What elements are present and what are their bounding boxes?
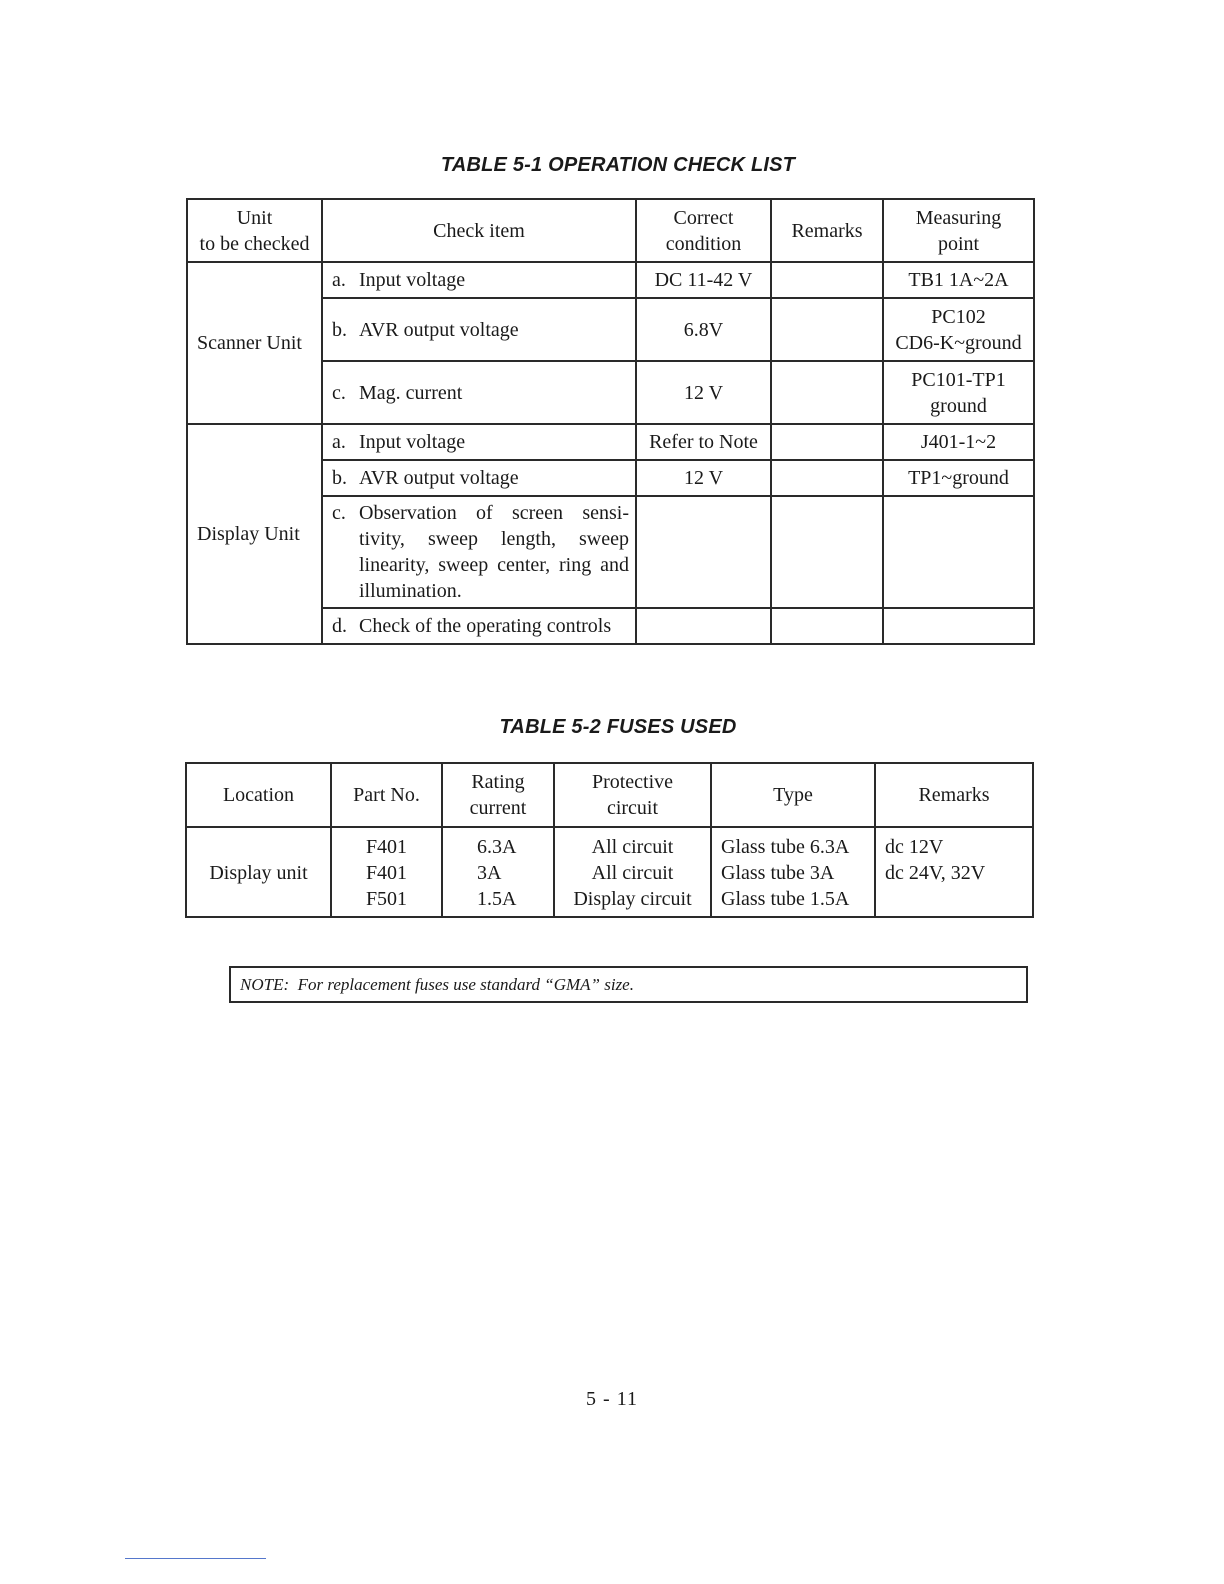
- check-item-cell: d. Check of the operating controls: [322, 608, 636, 644]
- header-unit: Unit to be checked: [187, 199, 322, 262]
- header-location: Location: [186, 763, 331, 827]
- remarks-cell: [771, 361, 883, 424]
- header-remarks: Remarks: [771, 199, 883, 262]
- measuring-cell: J401-1~2: [883, 424, 1034, 460]
- measuring-cell: PC101-TP1 ground: [883, 361, 1034, 424]
- check-item-cell: a. Input voltage: [322, 262, 636, 298]
- header-correct-condition: Correct condition: [636, 199, 771, 262]
- condition-cell: [636, 496, 771, 608]
- unit-cell-scanner: Scanner Unit: [187, 262, 322, 424]
- remarks-cell: [771, 608, 883, 644]
- header-type: Type: [711, 763, 875, 827]
- header-measuring-point: Measuring point: [883, 199, 1034, 262]
- operation-check-list-table: [186, 198, 1035, 645]
- table-row: [186, 827, 1033, 917]
- page-number: 5 - 11: [586, 1388, 638, 1410]
- header-check-item: Check item: [322, 199, 636, 262]
- header-remarks: Remarks: [875, 763, 1033, 827]
- note-prefix: NOTE:: [240, 975, 290, 994]
- remarks-cell: [771, 298, 883, 361]
- table-row: [187, 424, 1034, 460]
- table-5-2-caption: TABLE 5-2 FUSES USED: [499, 716, 737, 738]
- measuring-cell: TP1~ground: [883, 460, 1034, 496]
- condition-cell: 6.8V: [636, 298, 771, 361]
- table-row: [187, 262, 1034, 298]
- check-item-cell: a. Input voltage: [322, 424, 636, 460]
- condition-cell: DC 11-42 V: [636, 262, 771, 298]
- footer-rule: [125, 1558, 266, 1559]
- remarks-cell: [771, 424, 883, 460]
- note-text: For replacement fuses use standard “GMA” size.: [297, 975, 634, 994]
- measuring-cell: PC102 CD6-K~ground: [883, 298, 1034, 361]
- measuring-cell: TB1 1A~2A: [883, 262, 1034, 298]
- check-item-cell: b. AVR output voltage: [322, 460, 636, 496]
- measuring-cell: [883, 496, 1034, 608]
- remarks-cell: [771, 496, 883, 608]
- header-part-no: Part No.: [331, 763, 442, 827]
- condition-cell: [636, 608, 771, 644]
- remarks-cell: [771, 460, 883, 496]
- note-box: [229, 966, 1028, 1003]
- location-cell: Display unit: [186, 827, 331, 917]
- measuring-cell: [883, 608, 1034, 644]
- header-protective-circuit: Protective circuit: [554, 763, 711, 827]
- check-item-cell: c. Observation of screen sensi-tivity, sweep length, sweep linearity, sweep center, ring and illumination.: [322, 496, 636, 608]
- check-item-cell: b. AVR output voltage: [322, 298, 636, 361]
- protective-circuit-cell: All circuit All circuit Display circuit: [554, 827, 711, 917]
- header-rating-current: Rating current: [442, 763, 554, 827]
- remarks-cell: dc 12V dc 24V, 32V: [875, 827, 1033, 917]
- remarks-cell: [771, 262, 883, 298]
- table-5-1-caption: TABLE 5-1 OPERATION CHECK LIST: [440, 154, 796, 176]
- table-header-row: [186, 763, 1033, 827]
- fuses-used-table: [185, 762, 1034, 918]
- check-item-cell: c. Mag. current: [322, 361, 636, 424]
- type-cell: Glass tube 6.3A Glass tube 3A Glass tube 1.5A: [711, 827, 875, 917]
- table-header-row: [187, 199, 1034, 262]
- part-no-cell: F401 F401 F501: [331, 827, 442, 917]
- condition-cell: 12 V: [636, 460, 771, 496]
- condition-cell: 12 V: [636, 361, 771, 424]
- rating-cell: 6.3A 3A 1.5A: [442, 827, 554, 917]
- condition-cell: Refer to Note: [636, 424, 771, 460]
- unit-cell-display: Display Unit: [187, 424, 322, 644]
